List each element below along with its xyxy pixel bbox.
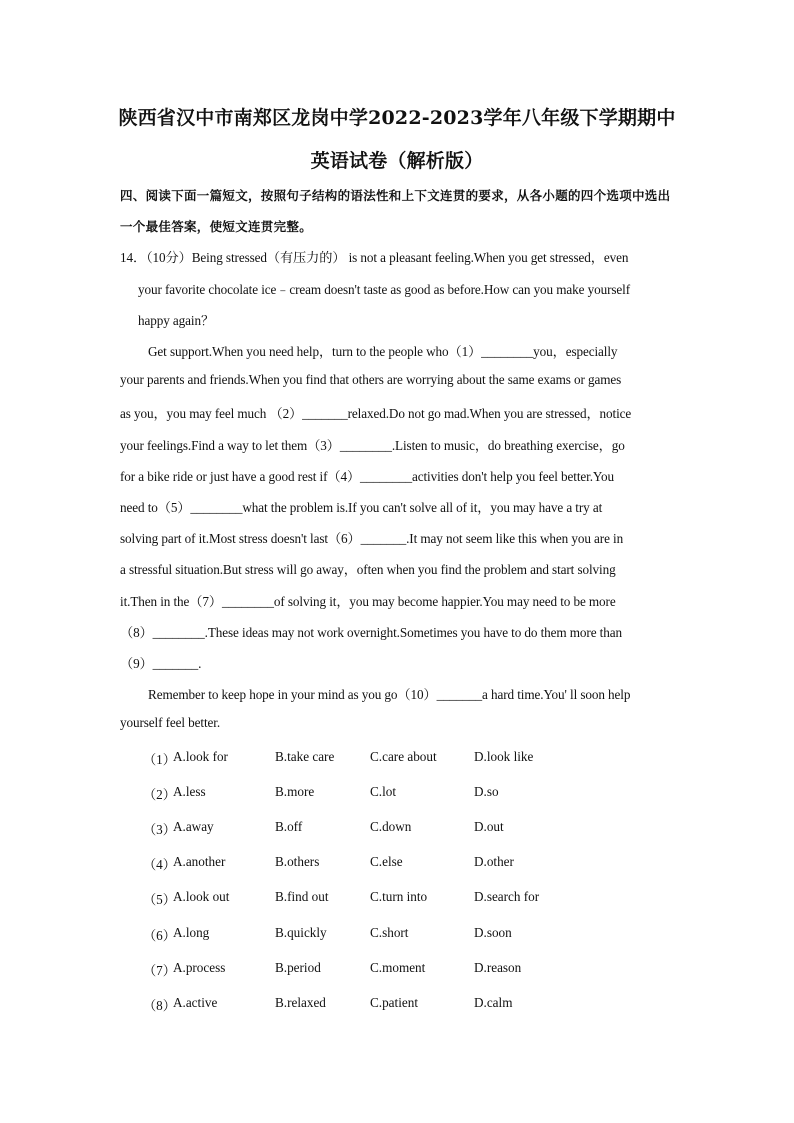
option-number: （7） (143, 963, 176, 978)
passage-line: solving part of it.Most stress doesn't last（6）_______.It may not seem like this when you are in (120, 531, 624, 546)
option-b: B.find out (275, 889, 329, 904)
question-intro-line-1 (120, 247, 628, 266)
closing-line: Remember to keep hope in your mind as you go（10）_______a hard time.You' ll soon help (148, 687, 631, 702)
passage-line: your feelings.Find a way to let them（3）________.Listen to music，do breathing exercise，go (120, 438, 625, 453)
option-d: D.reason (474, 960, 522, 975)
option-c: C.turn into (370, 889, 428, 904)
passage-line: Get support.When you need help，turn to the people who（1）________you，especially (148, 344, 618, 359)
question-number: 14．（10分） (120, 250, 192, 265)
option-b: B.relaxed (275, 995, 326, 1010)
passage-line: it.Then in the（7）________of solving it，you may become happier.You may need to be more (120, 594, 616, 609)
option-b: B.period (275, 960, 321, 975)
option-c: C.down (370, 819, 412, 834)
option-d: D.calm (474, 995, 513, 1010)
option-a: A.another (173, 854, 226, 869)
passage-line: your parents and friends.When you find that others are worrying about the same exams or games (120, 372, 622, 387)
section-instruction: 四、阅读下面一篇短文，按照句子结构的语法性和上下文连贯的要求，从各小题的四个选项中选出一个最佳答案，使短文连贯完整。 (120, 188, 671, 234)
option-d: D.look like (474, 749, 534, 764)
option-c: C.lot (370, 784, 397, 799)
option-a: A.less (173, 784, 206, 799)
option-a: A.away (173, 819, 214, 834)
option-b: B.take care (275, 749, 335, 764)
page-subtitle: 英语试卷（解析版） (310, 150, 484, 172)
page-title: 陕西省汉中市南郑区龙岗中学2022-2023学年八年级下学期期中 (118, 107, 676, 129)
option-d: D.out (474, 819, 504, 834)
question-intro-line-3: happy again？ (138, 313, 215, 328)
passage-line: a stressful situation.But stress will go away，often when you find the problem and start solving (120, 562, 616, 577)
passage-line: as you，you may feel much （2）_______relaxed.Do not go mad.When you are stressed，notice (120, 406, 632, 421)
option-number: （8） (143, 998, 176, 1013)
closing-line: yourself feel better. (120, 715, 221, 730)
option-c: C.short (370, 925, 409, 940)
option-number: （6） (143, 928, 176, 943)
passage-line: （9）_______. (120, 656, 202, 671)
option-d: D.soon (474, 925, 512, 940)
option-number: （4） (143, 857, 176, 872)
intro-text: Being stressed（有压力的） is not a pleasant feeling.When you get stressed，even (191, 250, 629, 265)
option-d: D.search for (474, 889, 540, 904)
option-b: B.off (275, 819, 303, 834)
option-number: （5） (143, 892, 176, 907)
option-number: （2） (143, 787, 176, 802)
passage-line: for a bike ride or just have a good rest if（4）________activities don't help you feel better.You (120, 469, 615, 484)
option-a: A.process (173, 960, 226, 975)
question-intro-line-2: your favorite chocolate ice﹣cream doesn't taste as good as before.How can you make yourself (138, 282, 631, 297)
option-number: （1） (143, 752, 176, 767)
option-d: D.other (474, 854, 514, 869)
option-a: A.long (173, 925, 210, 940)
option-b: B.others (275, 854, 320, 869)
option-b: B.quickly (275, 925, 327, 940)
passage-line: （8）________.These ideas may not work overnight.Sometimes you have to do them more than (120, 625, 622, 640)
option-c: C.else (370, 854, 403, 869)
option-c: C.patient (370, 995, 418, 1010)
option-d: D.so (474, 784, 499, 799)
option-b: B.more (275, 784, 315, 799)
option-a: A.active (173, 995, 218, 1010)
option-c: C.care about (370, 749, 437, 764)
option-c: C.moment (370, 960, 426, 975)
option-a: A.look out (173, 889, 230, 904)
passage-line: need to（5）________what the problem is.If you can't solve all of it，you may have a try at (120, 500, 603, 515)
option-number: （3） (143, 822, 176, 837)
option-a: A.look for (173, 749, 228, 764)
